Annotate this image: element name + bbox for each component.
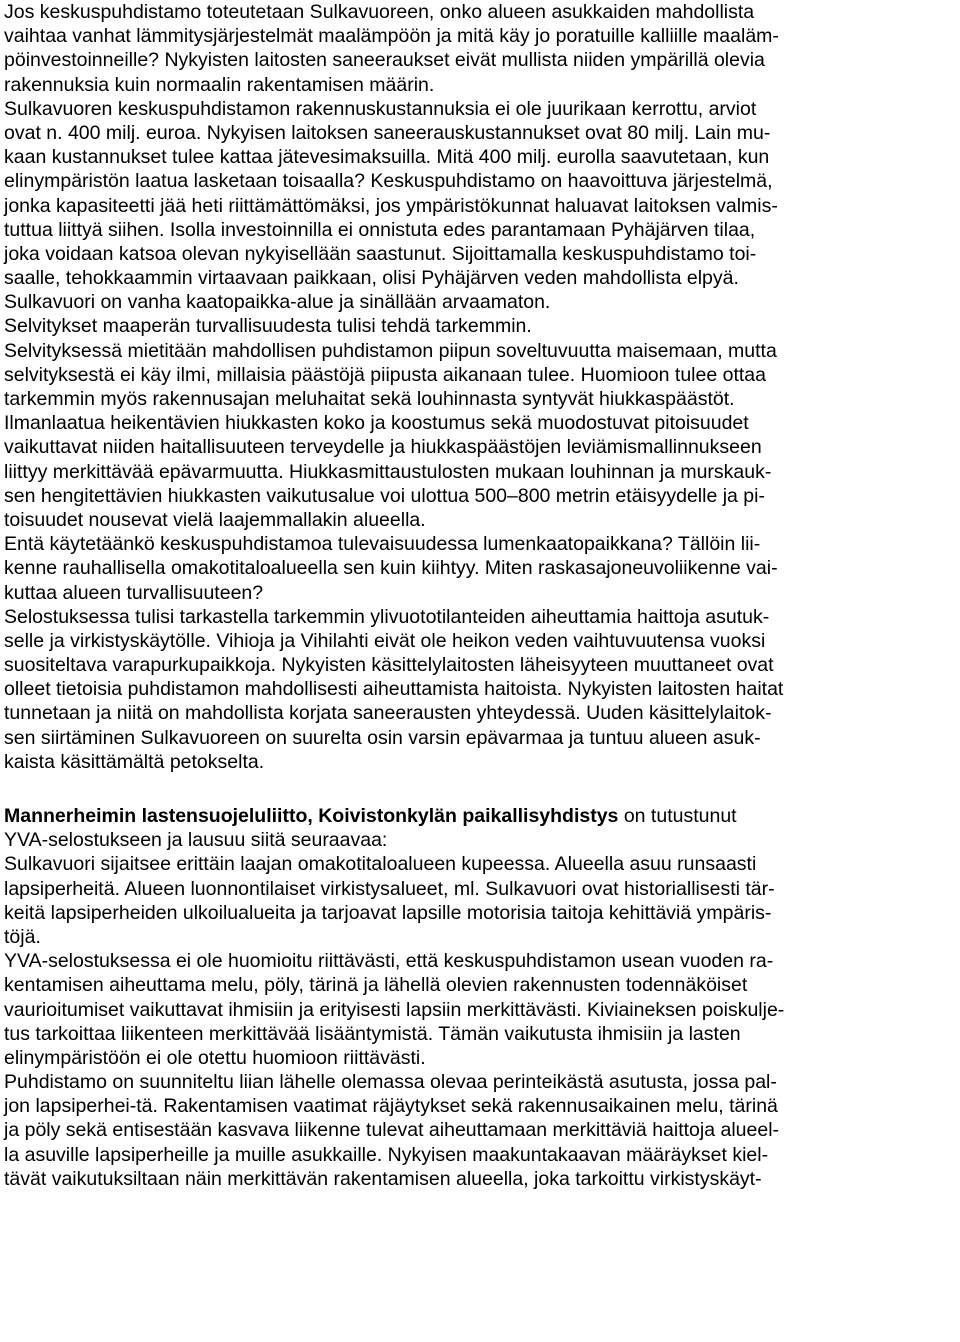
text-line: tunnetaan ja niitä on mahdollista korjata saneerausten yhteydessä. Uuden käsittelylaitok- <box>4 702 772 725</box>
text-line: Sulkavuori sijaitsee erittäin laajan omakotitaloalueen kupeessa. Alueella asuu runsaasti <box>4 853 757 876</box>
text-line: YVA-selostuksessa ei ole huomioitu riittävästi, että keskuspuhdistamon usean vuoden ra- <box>4 950 774 973</box>
text-line: rakennuksia kuin normaalin rakentamisen määrin. <box>4 73 435 96</box>
text-line: keitä lapsiperheiden ulkoilualueita ja tarjoavat lapsille motorisia taitoja kehittäviä ympäris- <box>4 901 772 924</box>
text-line: elinympäristöön ei ole otettu huomioon riittävästi. <box>4 1046 426 1069</box>
text-line: selvityksestä ei käy ilmi, millaisia päästöjä piipusta aikanaan tulee. Huomioon tulee ottaa <box>4 363 766 386</box>
text-line: kuttaa alueen turvallisuuteen? <box>4 581 264 604</box>
document-page <box>4 0 956 1191</box>
text-line: kentamisen aiheuttama melu, pöly, tärinä ja lähellä olevien rakennusten todennäköiset <box>4 974 748 997</box>
text-line: Selvityksessä mietitään mahdollisen puhdistamon piipun soveltuvuutta maisemaan, mutta <box>4 339 777 362</box>
text-line: kaista käsittämältä petokselta. <box>4 750 265 773</box>
text-line: jon lapsiperhei-tä. Rakentamisen vaatimat räjäytykset sekä rakennusaikainen melu, tärinä <box>4 1095 778 1118</box>
paragraph-block-2 <box>4 804 956 1191</box>
text-line: Selvitykset maaperän turvallisuudesta tulisi tehdä tarkemmin. <box>4 315 532 338</box>
text-line: selle ja virkistyskäytölle. Vihioja ja Vihilahti eivät ole heikon veden vaihtuvuutensa vuoksi <box>4 629 766 652</box>
organization-name: Mannerheimin lastensuojeluliitto, Koivistonkylän paikallisyhdistys <box>4 805 619 827</box>
text-line: tus tarkoittaa liikenteen merkittävää lisääntymistä. Tämän vaikutusta ihmisiin ja lasten <box>4 1022 741 1045</box>
text-line: tarkemmin myös rakennusajan meluhaitat sekä louhinnasta syntyvät hiukkaspäästöt. <box>4 388 735 410</box>
text-line: jonka kapasiteetti jää heti riittämättömäksi, jos ympäristökunnat haluavat laitoksen valmis- <box>4 194 778 217</box>
text-line: tuttua liittyä siihen. Isolla investoinnilla ei onnistuta edes parantamaan Pyhäjärven tilaa, <box>4 218 756 241</box>
text-line: Puhdistamo on suunniteltu liian lähelle olemassa olevaa perinteikästä asutusta, jossa pal- <box>4 1071 777 1094</box>
text-line: Selostuksessa tulisi tarkastella tarkemmin ylivuototilanteiden aiheuttamia haittoja asutuk- <box>4 605 770 628</box>
text-line: pöinvestoinneille? Nykyisten laitosten saneeraukset eivät mullista niiden ympärillä olevia <box>4 49 765 72</box>
text-line: vaihtaa vanhat lämmitysjärjestelmät maalämpöön ja mitä käy jo poratuille kalliille maaläm- <box>4 25 779 48</box>
text-line: Sulkavuoren keskuspuhdistamon rakennuskustannuksia ei ole juurikaan kerrottu, arviot <box>4 97 757 120</box>
statement-heading-line <box>4 804 956 828</box>
text-line: Entä käytetäänkö keskuspuhdistamoa tulevaisuudessa lumenkaatopaikkana? Tällöin lii- <box>4 533 761 556</box>
text-line: lapsiperheitä. Alueen luonnontilaiset virkistysalueet, ml. Sulkavuori ovat historiallisesti tär- <box>4 877 775 900</box>
text-line: Ilmanlaatua heikentävien hiukkasten koko ja koostumus sekä muodostuvat pitoisuudet <box>4 412 749 435</box>
text-line: vaurioitumiset vaikuttavat ihmisiin ja erityisesti lapsiin merkittävästi. Kiviaineksen poiskulje- <box>4 998 785 1021</box>
text-line: liittyy merkittävää epävarmuutta. Hiukkasmittaustulosten mukaan louhinnan ja murskauk- <box>4 460 772 483</box>
text-line: vaikuttavat niiden haitallisuuteen terveydelle ja hiukkaspäästöjen leviämismallinnukseen <box>4 436 762 459</box>
paragraph-block-1 <box>4 0 956 774</box>
text-line: kenne rauhallisella omakotitaloalueella sen kuin kiihtyy. Miten raskasajoneuvoliikenne vai- <box>4 557 778 580</box>
text-line: tävät vaikutuksiltaan näin merkittävän rakentamisen alueella, joka tarkoittu virkistyskäyt- <box>4 1167 762 1190</box>
text-line: Jos keskuspuhdistamo toteutetaan Sulkavuoreen, onko alueen asukkaiden mahdollista <box>4 1 755 23</box>
text-line: olleet tietoisia puhdistamon mahdollisesti aiheuttamista haitoista. Nykyisten laitosten haitat <box>4 678 784 701</box>
text-line: Sulkavuori on vanha kaatopaikka-alue ja sinällään arvaamaton. <box>4 291 551 314</box>
text-line: sen hengitettävien hiukkasten vaikutusalue voi ulottua 500–800 metrin etäisyydelle ja pi- <box>4 484 765 507</box>
text-line: suositeltava varapurkupaikkoja. Nykyisten käsittelylaitosten läheisyyteen muuttaneet ovat <box>4 654 774 677</box>
text-line: elinympäristön laatua lasketaan toisaalla? Keskuspuhdistamo on haavoittuva järjestelmä, <box>4 170 773 193</box>
text-line: joka voidaan katsoa olevan nykyisellään saastunut. Sijoittamalla keskuspuhdistamo toi- <box>4 242 757 265</box>
text-line: töjä. <box>4 925 41 948</box>
paragraph-gap <box>4 774 956 804</box>
heading-continuation: on tutustunut <box>618 805 737 827</box>
text-line: ja pöly sekä entisestään kasvava liikenne tulevat aiheuttamaan merkittäviä haittoja alueel- <box>4 1119 780 1142</box>
text-line: toisuudet nousevat vielä laajemmallakin alueella. <box>4 508 426 531</box>
text-line: saalle, tehokkaammin virtaavaan paikkaan, olisi Pyhäjärven veden mahdollista elpyä. <box>4 267 739 290</box>
text-line: ovat n. 400 milj. euroa. Nykyisen laitoksen saneerauskustannukset ovat 80 milj. Lain mu- <box>4 121 771 144</box>
text-line: kaan kustannukset tulee kattaa jätevesimaksuilla. Mitä 400 milj. eurolla saavutetaan, kun <box>4 146 770 169</box>
text-line: la asuville lapsiperheille ja muille asukkaille. Nykyisen maakuntakaavan määräykset kiel- <box>4 1143 769 1166</box>
text-line: YVA-selostukseen ja lausuu siitä seuraavaa: <box>4 829 388 852</box>
text-line: sen siirtäminen Sulkavuoreen on suurelta osin varsin epävarmaa ja tuntuu alueen asuk- <box>4 726 761 749</box>
